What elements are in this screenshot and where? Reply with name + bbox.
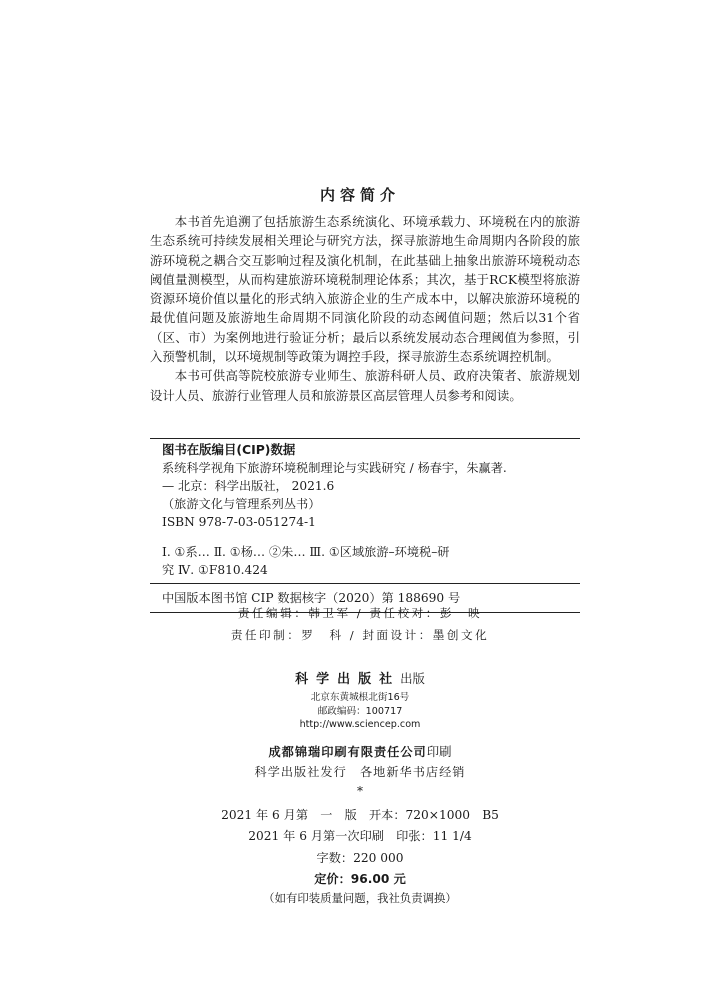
cip-classification-2: 究 Ⅳ. ①F810.424 bbox=[162, 563, 268, 577]
price-line bbox=[0, 869, 720, 889]
publisher-name: 科学出版社 bbox=[295, 672, 401, 687]
spec-wordcount: 字数：220 000 bbox=[316, 850, 404, 865]
cip-heading: 图书在版编目(CIP)数据 bbox=[162, 442, 296, 457]
cip-classification-1: Ⅰ. ①系… Ⅱ. ①杨… ②朱… Ⅲ. ①区域旅游–环境税–研 bbox=[162, 545, 450, 559]
printer-line bbox=[0, 742, 720, 760]
publisher-postcode: 邮政编码：100717 bbox=[317, 705, 403, 717]
cip-verification: 中国版本图书馆 CIP 数据核字（2020）第 188690 号 bbox=[162, 591, 461, 605]
intro-paragraph-1: 本书首先追溯了包括旅游生态系统演化、环境承载力、环境税在内的旅游生态系统可持续发展相关理论与研究方法，探寻旅游地生命周期内各阶段的旅游环境税之耦合交互影响过程及演化机制，在此基础上抽象出旅游环境税动态阈值量测模型，从而构建旅游环境税制理论体系；其次，基于RCK模型将旅游资源环境价值以量化的形式纳入旅游企业的生产成本中，以解决旅游环境税的最优值问题及旅游地生命周期不同演化阶段的动态阈值问题；然后以31个省（区、市）为案例地进行验证分析；最后以系统发展动态合理阈值为参照，引入预警机制，以环境规制等政策为调控手段，探寻旅游生态系统调控机制。 bbox=[150, 214, 580, 365]
intro-paragraph-2: 本书可供高等院校旅游专业师生、旅游科研人员、政府决策者、旅游规划设计人员、旅游行业管理人员和旅游景区高层管理人员参考和阅读。 bbox=[150, 368, 580, 403]
price-value: 96.00 元 bbox=[350, 872, 406, 886]
credits bbox=[0, 602, 720, 646]
publisher-suffix: 出版 bbox=[400, 671, 425, 686]
printer-suffix: 印刷 bbox=[426, 743, 452, 759]
cip-line-publisher: — 北京：科学出版社， 2021.6 bbox=[162, 479, 335, 493]
price-label: 定价： bbox=[314, 872, 351, 886]
cip-top-rule bbox=[150, 438, 580, 439]
colophon bbox=[0, 668, 720, 907]
intro-body bbox=[150, 212, 580, 405]
publisher-line bbox=[0, 668, 720, 687]
spec-printing: 2021 年 6 月第一次印刷 印张：11 1/4 bbox=[248, 829, 472, 843]
intro-title: 内容简介 bbox=[319, 186, 400, 204]
printer-name: 成都锦瑞印刷有限责任公司 bbox=[268, 744, 427, 759]
publisher-address: 北京东黄城根北街16号 bbox=[310, 692, 410, 703]
credits-line-editors: 责任编辑：韩卫军 / 责任校对：彭 映 bbox=[237, 606, 483, 620]
distribution: 科学出版社发行 各地新华书店经销 bbox=[254, 764, 466, 779]
credits-line-production: 责任印制：罗 科 / 封面设计：墨创文化 bbox=[230, 628, 490, 642]
publisher-website: http://www.sciencep.com bbox=[299, 719, 421, 730]
cip-line-series: （旅游文化与管理系列丛书） bbox=[162, 497, 321, 511]
cip-middle-rule bbox=[150, 583, 580, 584]
cip-line-title: 系统科学视角下旅游环境税制理论与实践研究 / 杨春宇，朱赢著. bbox=[162, 461, 507, 475]
separator-star: * bbox=[357, 783, 363, 798]
spec-edition: 2021 年 6 月第 一 版 开本：720×1000 B5 bbox=[221, 807, 499, 822]
cip-block bbox=[150, 438, 580, 613]
quality-note: （如有印装质量问题，我社负责调换） bbox=[263, 891, 457, 905]
cip-line-isbn: ISBN 978-7-03-051274-1 bbox=[162, 515, 316, 529]
